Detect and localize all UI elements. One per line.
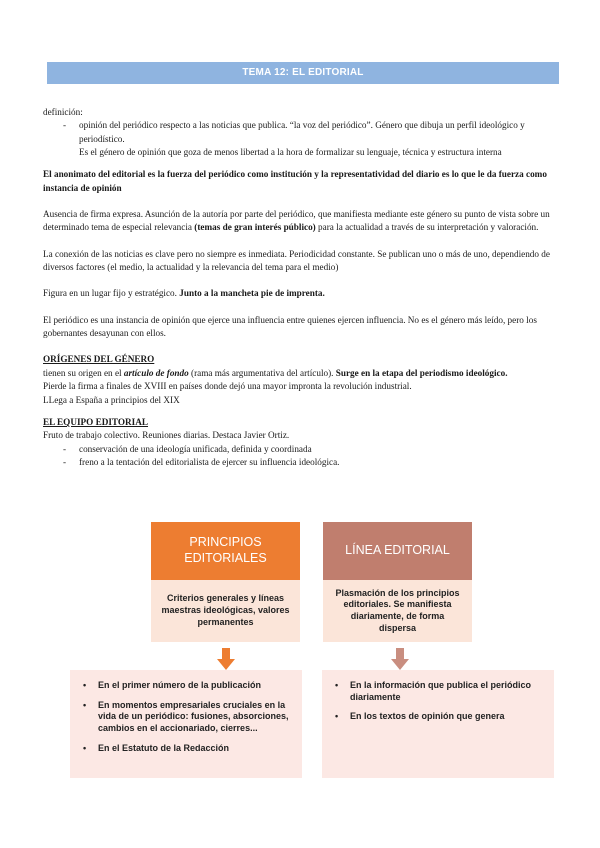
paragraph-conexion: La conexión de las noticias es clave pero no siempre es inmediata. Periodicidad constante. Se publican uno o más de uno, dependiendo de diversos factores (el medio, la actualidad y la relevancia del tema para el medio) [43,248,550,273]
linea-bullets-box [322,670,554,778]
equipo-item: - freno a la tentación del editorialista de ejercer su influencia ideológica. [63,456,563,469]
origenes-heading: ORÍGENES DEL GÉNERO [43,354,155,365]
down-arrow-icon [391,648,409,670]
linea-header [323,522,472,580]
origenes-line1: tienen su origen en el artículo de fondo (rama más argumentativa del artículo). Surge en la etapa del periodismo ideológico. [43,367,508,378]
principios-header [151,522,300,580]
equipo-heading: EL EQUIPO EDITORIAL [43,416,149,427]
page-title-bar [47,62,559,84]
list-item: • En la información que publica el periódico diariamente [332,680,544,703]
principios-title-line1: PRINCIPIOS [189,535,262,550]
linea-title: LÍNEA EDITORIAL [345,543,450,558]
list-item: • En momentos empresariales cruciales en la vida de un periódico: fusiones, absorciones, cambios en el accionariado, cierres... [80,700,292,735]
equipo-item: - conservación de una ideología unificada, definida y coordinada [63,443,563,456]
linea-subtitle: Plasmación de los principios editoriales. Se manifiesta diariamente, de forma dispersa [323,580,472,642]
origenes-line3: LLega a España a principios del XIX [43,394,180,405]
equipo-list [43,443,563,470]
document-body [43,106,563,469]
list-item: • En el primer número de la publicación [80,680,292,692]
definition-list [43,119,563,146]
list-item: • En los textos de opinión que genera [332,711,544,723]
paragraph-figura: Figura en un lugar fijo y estratégico. Junto a la mancheta pie de imprenta. [43,288,325,299]
definition-extra: Es el género de opinión que goza de menos libertad a la hora de formalizar su lenguaje, técnica y estructura interna [79,147,502,158]
origenes-line2: Pierde la firma a finales de XVIII en países donde dejó una mayor impronta la revolución industrial. [43,381,412,392]
paragraph-ausencia: Ausencia de firma expresa. Asunción de la autoría por parte del periódico, que manifiesta mediante este género su punto de vista sobre un determinado tema de especial relevancia (temas de gran interés público) para la actualidad a través de su interpretación y valoración. [43,209,550,233]
down-arrow-icon [217,648,235,670]
principios-subtitle: Criterios generales y líneas maestras ideológicas, valores permanentes [151,580,300,642]
page-title: TEMA 12: EL EDITORIAL [242,67,364,78]
definition-label: definición: [43,107,83,117]
equipo-intro: Fruto de trabajo colectivo. Reuniones diarias. Destaca Javier Ortiz. [43,430,290,441]
editorial-diagram [0,522,600,792]
definition-item: - opinión del periódico respecto a las noticias que publica. “la voz del periódico”. Género que dibuja un perfil ideológico y periodístico. [63,119,563,146]
paragraph-instancia: El periódico es una instancia de opinión que ejerce una influencia entre quienes ejercen influencia. No es el género más leído, pero los gobernantes desayunan con ellos. [43,314,537,339]
list-item: • En el Estatuto de la Redacción [80,743,292,755]
principios-bullets-box [70,670,302,778]
bold-statement: El anonimato del editorial es la fuerza del periódico como institución y la representatividad del diario es lo que le da fuerza como instancia de opinión [43,169,547,193]
principios-title-line2: EDITORIALES [184,551,267,565]
